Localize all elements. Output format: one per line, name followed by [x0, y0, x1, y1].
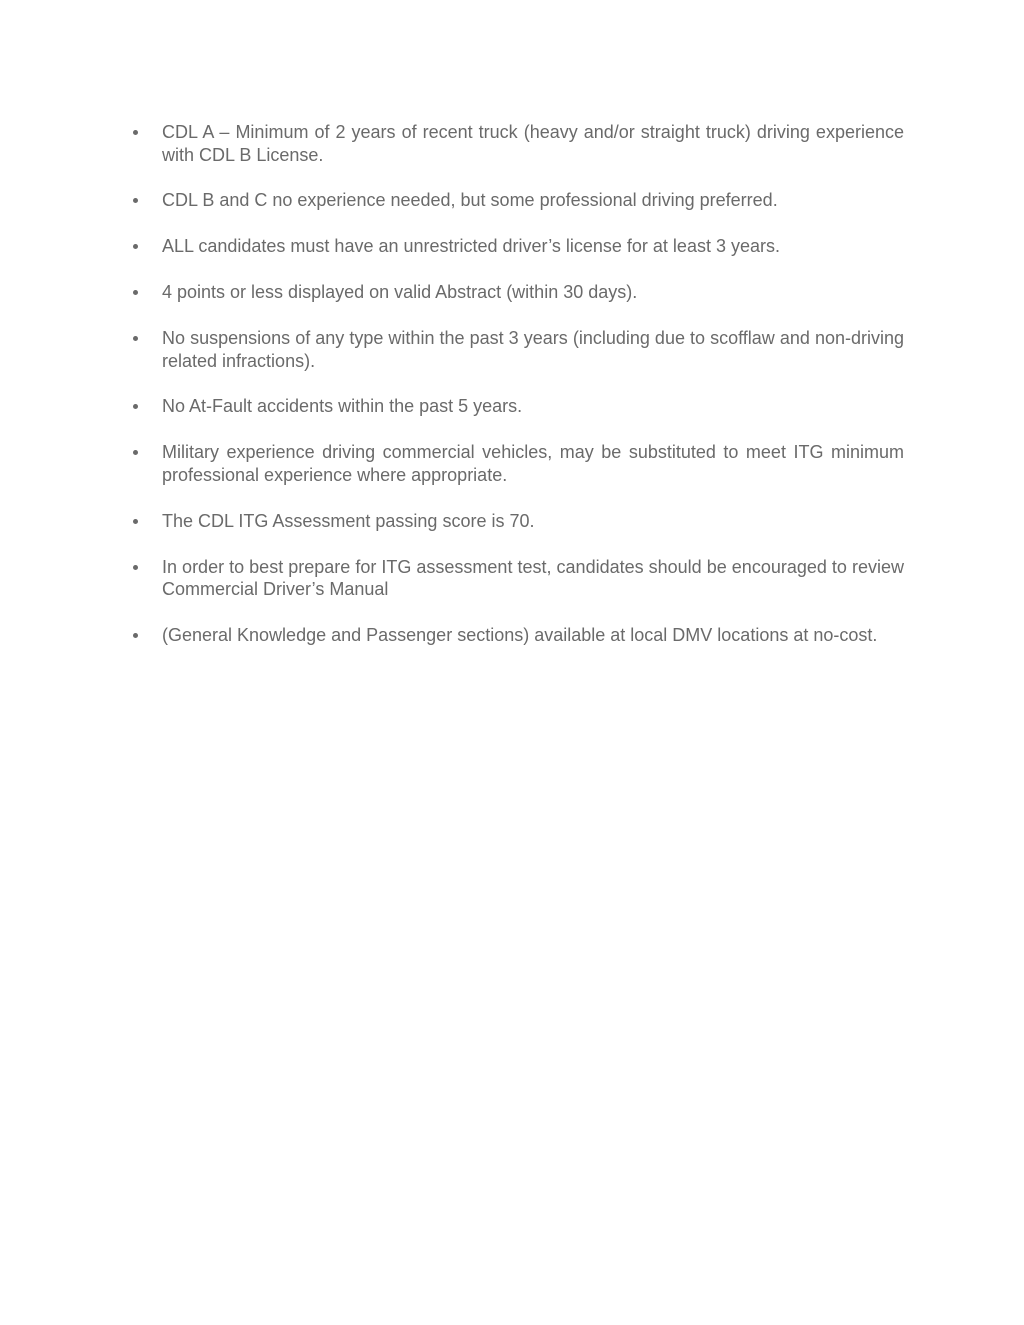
bullet-item [162, 327, 904, 372]
bullet-dot-icon [133, 336, 138, 341]
bullet-dot-icon [133, 198, 138, 203]
bullet-item [162, 121, 904, 166]
bullet-item [162, 624, 904, 647]
bullet-text: CDL A – Minimum of 2 years of recent truck (heavy and/or straight truck) driving experience with CDL B License. [162, 122, 904, 165]
bullet-dot-icon [133, 450, 138, 455]
bullet-dot-icon [133, 130, 138, 135]
bullet-item [162, 281, 904, 304]
bullet-text: No suspensions of any type within the past 3 years (including due to scofflaw and non-driving related infractions). [162, 328, 904, 371]
bullet-item [162, 510, 904, 533]
bullet-dot-icon [133, 244, 138, 249]
bullet-text: 4 points or less displayed on valid Abstract (within 30 days). [162, 282, 638, 303]
bullet-text: In order to best prepare for ITG assessment test, candidates should be encouraged to review Commercial Driver’s Manual [162, 556, 904, 600]
bullet-dot-icon [133, 290, 138, 295]
bullet-dot-icon [133, 519, 138, 524]
bullet-text: Military experience driving commercial vehicles, may be substituted to meet ITG minimum professional experience where appropriate. [162, 442, 904, 485]
bullet-item [162, 189, 904, 212]
bullet-item [162, 395, 904, 418]
requirements-bullet-list [162, 121, 904, 670]
bullet-text: No At-Fault accidents within the past 5 years. [162, 396, 523, 417]
bullet-text: CDL B and C no experience needed, but some professional driving preferred. [162, 190, 778, 211]
bullet-item [162, 441, 904, 486]
bullet-text: ALL candidates must have an unrestricted driver’s license for at least 3 years. [162, 236, 780, 257]
bullet-item [162, 235, 904, 258]
bullet-dot-icon [133, 565, 138, 570]
bullet-dot-icon [133, 404, 138, 409]
bullet-item [162, 556, 904, 601]
bullet-text: (General Knowledge and Passenger sections) available at local DMV locations at no-cost. [162, 625, 878, 646]
bullet-text: The CDL ITG Assessment passing score is 70. [162, 510, 535, 531]
bullet-dot-icon [133, 633, 138, 638]
